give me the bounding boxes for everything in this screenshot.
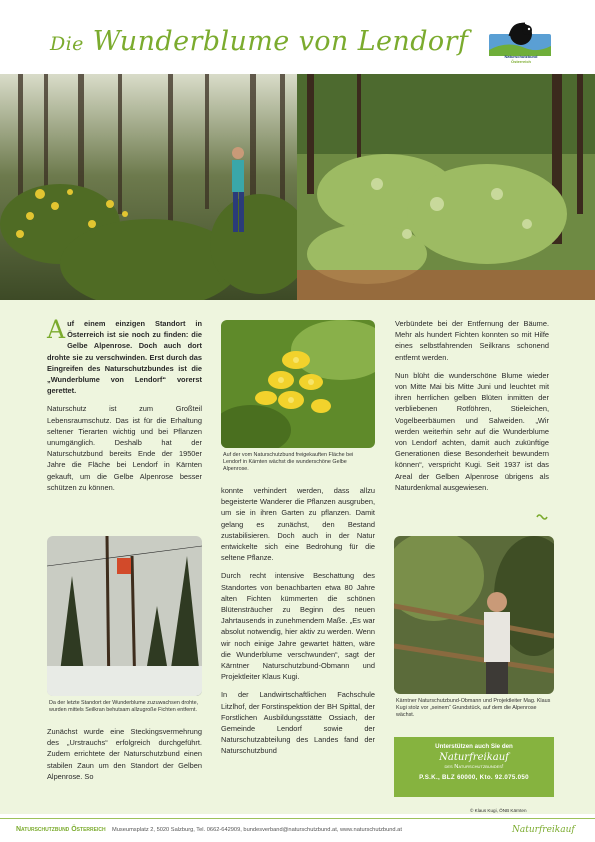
paragraph-stecklinge: Zunächst wurde eine Steckingsvermehrung des „Urstrauchs“ erfolgreich durchgeführt. Zudem errichtete der Naturschutzbund einen stabilen Zaun um den Standort der Gelben Alpenrose. So [47, 727, 202, 781]
intro-paragraph [47, 315, 202, 396]
paragraph-lebensraumschutz: Naturschutz ist zum Großteil Lebensraumschutz. Das ist für die Erhaltung seltener Tierarten wichtig und bei Pflanzen unumgänglich. Deshalb hat der Naturschutzbund bereits Ende der 1950er Jahre die Fläche bei Lendorf in Kärnten gekauft, um die Gelbe Alpenrose besser schützen zu können. [47, 404, 202, 492]
logo-text: Naturschutzbund [504, 54, 538, 59]
photo-klaus-kugi [394, 536, 554, 694]
donation-box [394, 737, 554, 797]
footer-organization: Naturschutzbund Österreich [16, 826, 106, 833]
hero-photo-forest-person [0, 74, 297, 300]
caption-alpenrose: Auf der vom Naturschutzbund freigekauften Fläche bei Lendorf in Kärnten wächst die wunderschöne Gelbe Alpenrose. [223, 452, 354, 472]
photo-yellow-alpenrose [221, 320, 375, 448]
end-mark-icon [536, 513, 548, 521]
donation-line-1: Unterstützen auch Sie den [435, 743, 513, 750]
dropcap-letter: A [47, 315, 66, 344]
hero-photo-alpenrose-shrubs [297, 74, 595, 300]
title-main: Wunderblume von Lendorf [92, 26, 469, 57]
paragraph-bluete: Nun blüht die wunderschöne Blume wieder von Mitte Mai bis Mitte Juni und leuchtet mit ihren herrlichen gelben Blüten inmitten der verbliebenen Rotföhren, Stieleichen, Vogelbeerbäumen und Salweiden. „Wir werden weiterhin sehr auf die Wunderblume von Lendorf achten, damit auch zukünftige Generationen diese Besonderheit bewundern können“, verspricht Kugi. Seit 1937 ist das Areal der Gelben Alpenrose übrigens als Naturdenkmal ausgewiesen. [395, 370, 549, 492]
photo-credit: © Klaus Kugi, ÖNB Kärnten [470, 808, 527, 813]
paragraph-beschattung: Durch recht intensive Beschattung des Standortes von benachbarten etwa 80 Jahre alten Fichten kümmerten die schönen Blütensträucher zu Beginn des neuen Jahrtausends in zunehmendem Maße. „Es war absolut notwendig, hier aktiv zu werden. Wenn wir noch einige Jahre gewartet hätten, wäre die Wunderblume verschwunden“, sagt der Kärntner Naturschutzbund-Obmann und Projektleiter Klaus Kugi. [221, 571, 375, 682]
paragraph-litzlhof: In der Landwirtschaftlichen Fachschule Litzlhof, der Forstinspektion der BH Spittal, der Forstlichen Ausbildungsstätte Ossiach, der Gemeinde Lendorf sowie der Naturschutzabteilung des Landes fand der Naturschutzbund [221, 690, 375, 756]
page-footer [0, 818, 595, 842]
title-article: Die [50, 33, 84, 55]
donation-bank-account: P.S.K., BLZ 60000, Kto. 92.075.050 [419, 774, 529, 781]
logo-wordmark [485, 54, 557, 64]
text-column-2 [221, 485, 375, 764]
caption-cable-crane: Da der letzte Standort der Wunderblume zuzuwachsen drohte, wurden mittels Seilkran behutsam allzugroße Fichten entfernt. [49, 700, 199, 713]
donation-campaign-name: Naturfreikauf [439, 752, 509, 763]
page-title [50, 26, 468, 57]
text-column-1 [47, 315, 202, 500]
caption-klaus-kugi: Kärntner Naturschutzbund-Obmann und Projektleiter Mag. Klaus Kugi stolz vor „seinem“ Grundstück, auf dem die Alpenrose wächst. [396, 698, 551, 718]
photo-cable-crane [47, 536, 202, 696]
footer-brand: Naturfreikauf [512, 825, 575, 835]
text-column-1-bottom [47, 726, 202, 789]
text-column-3 [395, 318, 549, 500]
paragraph-verbuendete: Verbündete bei der Entfernung der Bäume. Mehr als hundert Fichten konnten so mit Hilfe eines selbstfahrenden Seilkrans schonend entfernt werden. [395, 319, 549, 362]
donation-line-3: des Naturschutzbundes! [444, 764, 504, 770]
paragraph-wanderer: konnte verhindert werden, dass allzu begeisterte Wanderer die Pflanzen ausgruben, um sie in ihren Garten zu pflanzen. Damit gelang es zunächst, den Bestand zustabilisieren. Doch auch in der Natur entwickelte sich eine Bedrohung für die seltene Pflanze. [221, 486, 375, 563]
footer-address: Museumsplatz 2, 5020 Salzburg, Tel. 0662-642909, bundesverband@naturschutzbund.at, www.naturschutzbund.at [112, 827, 402, 833]
lead-text: uf einem einzigen Standort in Österreich ist sie noch zu finden: die Gelbe Alpenrose. Doch auch dort drohte sie zu verschwinden. Erst durch das Eingreifen des Naturschutzbundes ist die „Wunderblume von Lendorf“ vorerst gerettet. [47, 319, 202, 396]
logo-subtext: Österreich [510, 59, 531, 64]
